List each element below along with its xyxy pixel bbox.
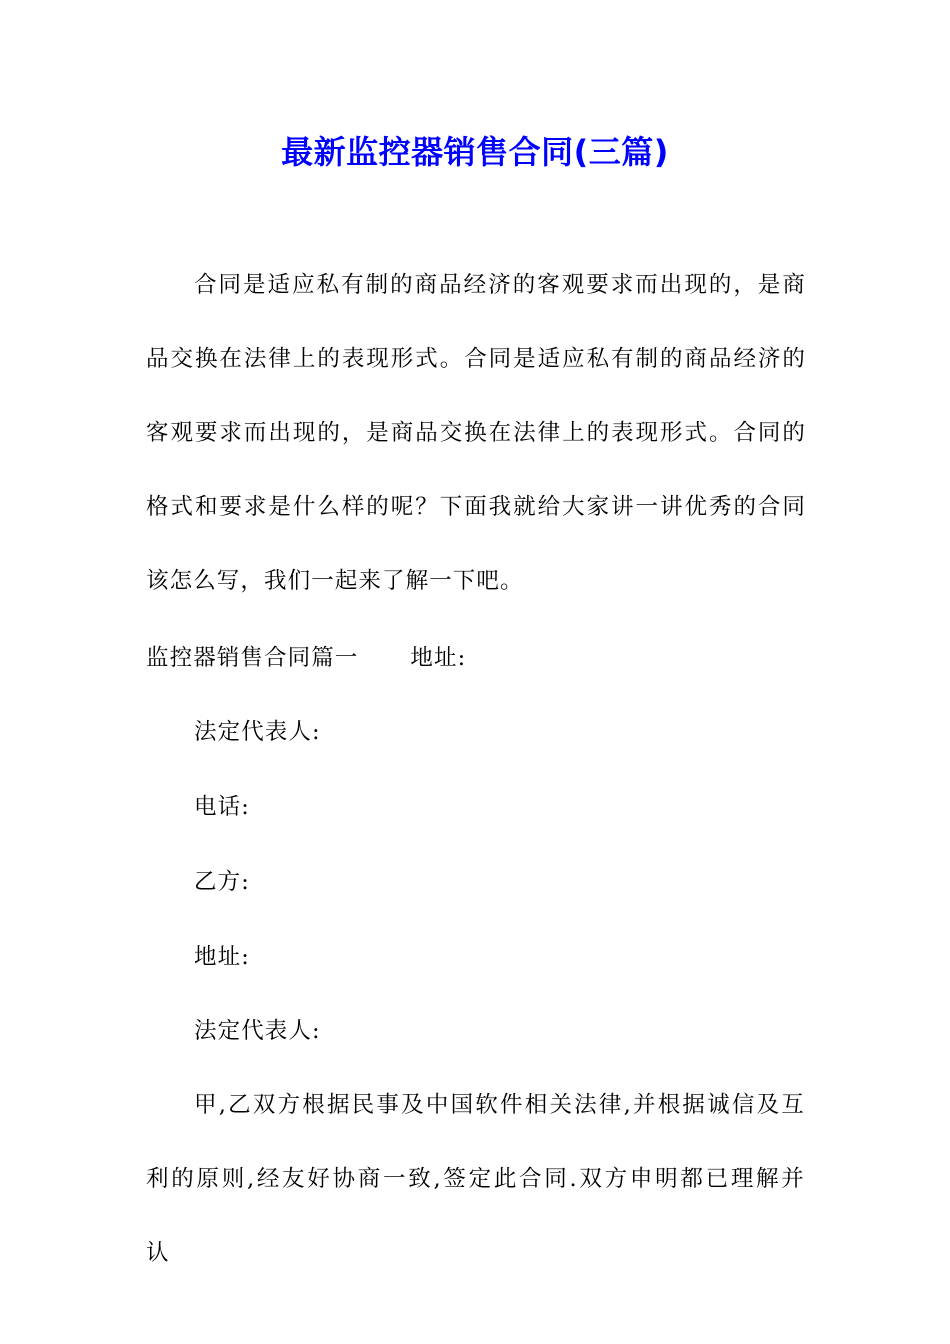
intro-paragraph: 合同是适应私有制的商品经济的客观要求而出现的，是商品交换在法律上的表现形式。合同是适应私有制的商品经济的客观要求而出现的，是商品交换在法律上的表现形式。合同的格式和要求是什么样的呢？下面我就给大家讲一讲优秀的合同该怎么写，我们一起来了解一下吧。 — [146, 272, 806, 594]
agreement-paragraph: 甲,乙双方根据民事及中国软件相关法律,并根据诚信及互利的原则,经友好协商一致,签定此合同.双方申明都已理解并认 — [146, 1092, 806, 1266]
section-heading: 监控器销售合同篇一 — [146, 645, 359, 671]
section-address-label: 地址: — [410, 645, 467, 671]
phone-label: 电话: — [194, 794, 250, 820]
party-b-representative-label: 法定代表人: — [194, 1018, 321, 1044]
party-b-address-label: 地址: — [194, 944, 250, 970]
document-title: 最新监控器销售合同(三篇) — [281, 133, 669, 171]
legal-representative-label: 法定代表人: — [194, 719, 321, 745]
party-b-label: 乙方: — [194, 869, 250, 895]
section-heading-line — [146, 638, 466, 678]
